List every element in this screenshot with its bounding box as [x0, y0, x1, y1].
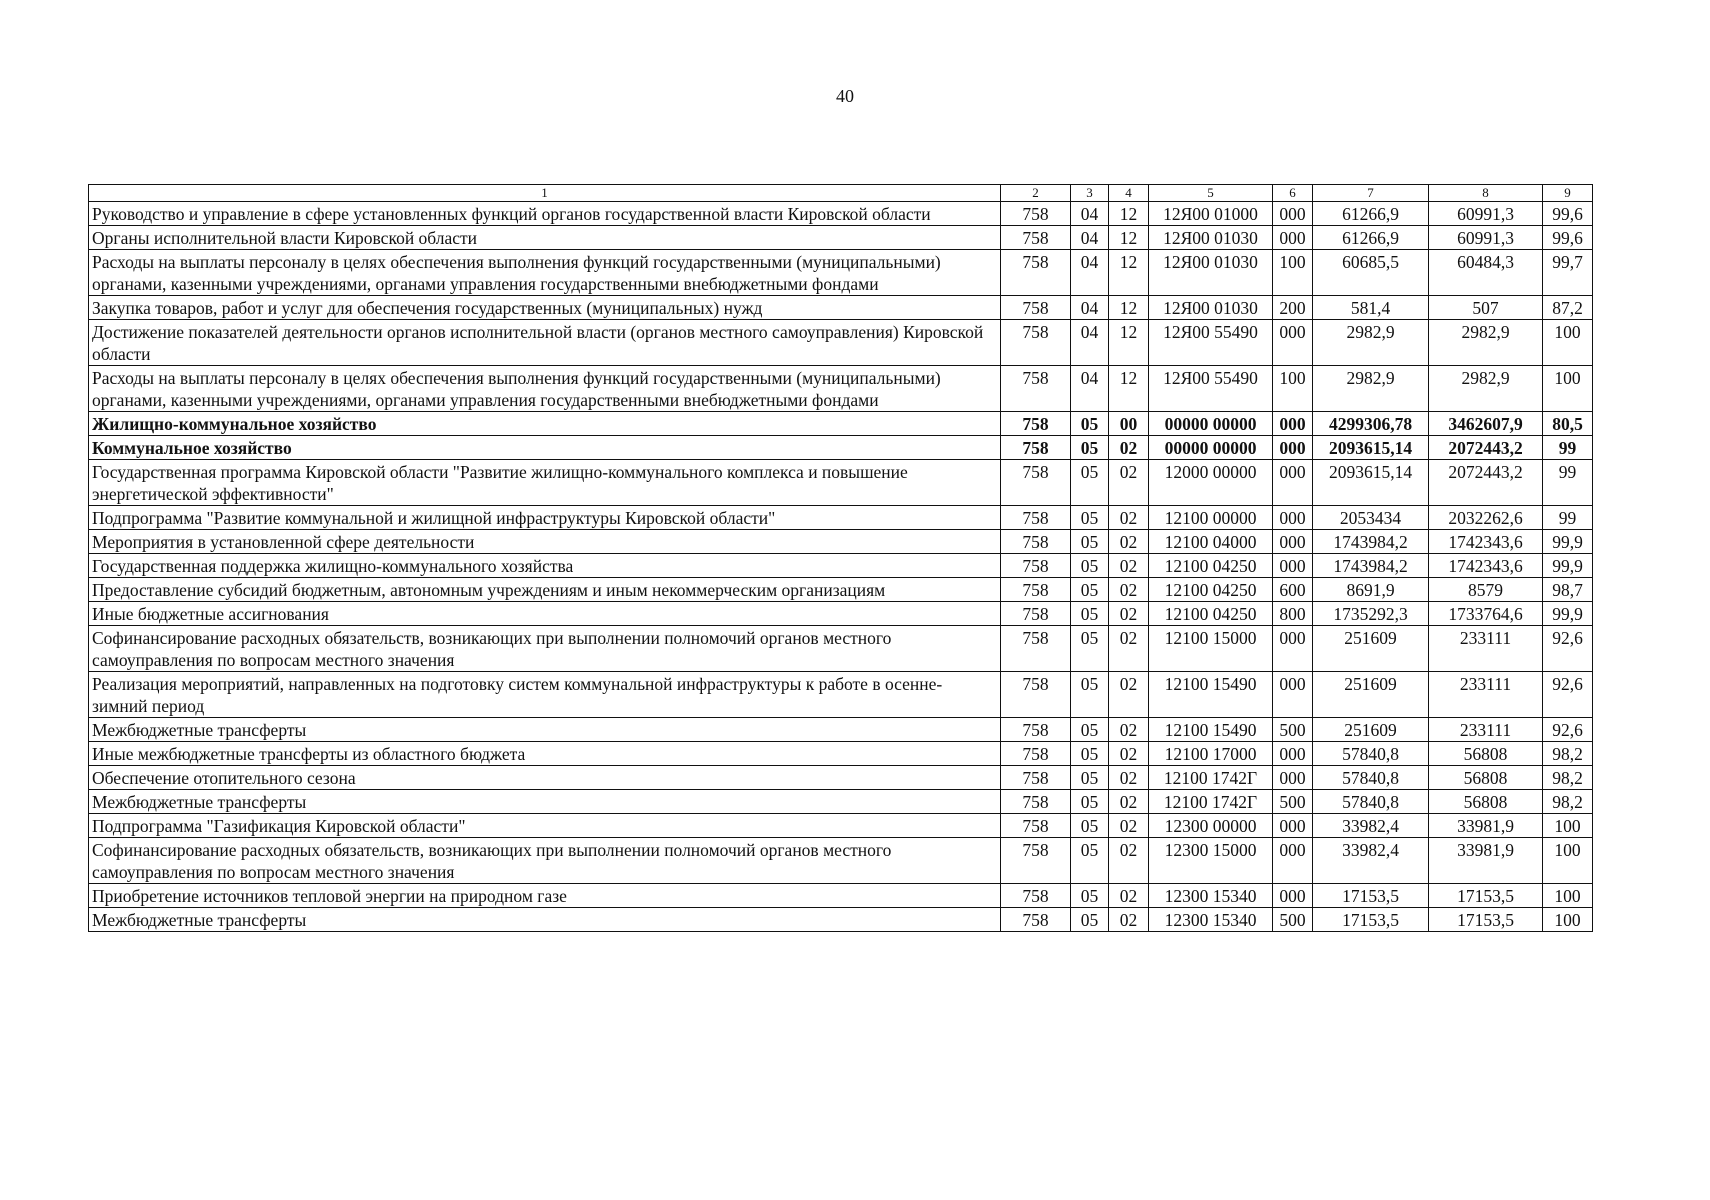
row-expense-type: 600 — [1273, 578, 1313, 602]
table-row — [89, 554, 1593, 578]
row-section-code: 04 — [1071, 320, 1109, 366]
row-subsection-code: 02 — [1109, 838, 1149, 884]
table-row — [89, 296, 1593, 320]
row-percent: 98,2 — [1543, 790, 1593, 814]
row-name: Софинансирование расходных обязательств, возникающих при выполнении полномочий органов местного самоуправления по вопросам местного значения — [89, 838, 1001, 884]
row-percent: 100 — [1543, 908, 1593, 932]
row-subsection-code: 02 — [1109, 626, 1149, 672]
row-section-code: 05 — [1071, 718, 1109, 742]
row-subsection-code: 02 — [1109, 672, 1149, 718]
row-target-article: 12100 1742Г — [1149, 790, 1273, 814]
row-percent: 99,7 — [1543, 250, 1593, 296]
row-section-code: 05 — [1071, 436, 1109, 460]
row-name: Органы исполнительной власти Кировской области — [89, 226, 1001, 250]
table-row — [89, 742, 1593, 766]
table-row — [89, 766, 1593, 790]
row-target-article: 12100 15000 — [1149, 626, 1273, 672]
row-plan-amount: 17153,5 — [1313, 908, 1429, 932]
row-name: Мероприятия в установленной сфере деятельности — [89, 530, 1001, 554]
row-actual-amount: 233111 — [1429, 672, 1543, 718]
row-gr-code: 758 — [1001, 766, 1071, 790]
row-target-article: 12100 04250 — [1149, 578, 1273, 602]
table-row — [89, 412, 1593, 436]
header-col-3: 3 — [1071, 185, 1109, 202]
row-target-article: 12100 15490 — [1149, 672, 1273, 718]
row-percent: 99,9 — [1543, 602, 1593, 626]
row-gr-code: 758 — [1001, 742, 1071, 766]
row-name: Жилищно-коммунальное хозяйство — [89, 412, 1001, 436]
row-name: Достижение показателей деятельности органов исполнительной власти (органов местного самоуправления) Кировской области — [89, 320, 1001, 366]
table-row — [89, 578, 1593, 602]
row-expense-type: 500 — [1273, 718, 1313, 742]
header-col-8: 8 — [1429, 185, 1543, 202]
row-section-code: 05 — [1071, 602, 1109, 626]
row-subsection-code: 02 — [1109, 814, 1149, 838]
row-plan-amount: 1743984,2 — [1313, 554, 1429, 578]
row-actual-amount: 2072443,2 — [1429, 436, 1543, 460]
row-gr-code: 758 — [1001, 602, 1071, 626]
table-row — [89, 436, 1593, 460]
row-expense-type: 000 — [1273, 742, 1313, 766]
row-name: Реализация мероприятий, направленных на подготовку систем коммунальной инфраструктуры к работе в осенне-зимний период — [89, 672, 1001, 718]
row-section-code: 05 — [1071, 554, 1109, 578]
table-row — [89, 530, 1593, 554]
row-expense-type: 000 — [1273, 554, 1313, 578]
row-percent: 99,6 — [1543, 202, 1593, 226]
row-section-code: 05 — [1071, 766, 1109, 790]
row-section-code: 05 — [1071, 412, 1109, 436]
row-percent: 99,9 — [1543, 554, 1593, 578]
row-gr-code: 758 — [1001, 554, 1071, 578]
row-gr-code: 758 — [1001, 838, 1071, 884]
table-header — [89, 185, 1593, 202]
table-row — [89, 226, 1593, 250]
row-target-article: 12000 00000 — [1149, 460, 1273, 506]
row-expense-type: 000 — [1273, 506, 1313, 530]
row-expense-type: 000 — [1273, 436, 1313, 460]
row-percent: 98,2 — [1543, 742, 1593, 766]
row-expense-type: 500 — [1273, 790, 1313, 814]
row-target-article: 12Я00 01000 — [1149, 202, 1273, 226]
row-actual-amount: 56808 — [1429, 790, 1543, 814]
row-gr-code: 758 — [1001, 908, 1071, 932]
row-name: Межбюджетные трансферты — [89, 718, 1001, 742]
row-subsection-code: 02 — [1109, 884, 1149, 908]
header-col-7: 7 — [1313, 185, 1429, 202]
row-section-code: 05 — [1071, 742, 1109, 766]
row-target-article: 12100 04250 — [1149, 602, 1273, 626]
row-actual-amount: 507 — [1429, 296, 1543, 320]
row-percent: 100 — [1543, 366, 1593, 412]
table-row — [89, 602, 1593, 626]
row-name: Софинансирование расходных обязательств, возникающих при выполнении полномочий органов местного самоуправления по вопросам местного значения — [89, 626, 1001, 672]
table-row — [89, 790, 1593, 814]
row-target-article: 12Я00 01030 — [1149, 296, 1273, 320]
budget-table — [88, 184, 1593, 932]
row-name: Предоставление субсидий бюджетным, автономным учреждениям и иным некоммерческим организациям — [89, 578, 1001, 602]
row-subsection-code: 02 — [1109, 742, 1149, 766]
row-percent: 92,6 — [1543, 672, 1593, 718]
row-expense-type: 000 — [1273, 460, 1313, 506]
row-section-code: 05 — [1071, 672, 1109, 718]
row-plan-amount: 33982,4 — [1313, 838, 1429, 884]
row-subsection-code: 02 — [1109, 602, 1149, 626]
row-expense-type: 000 — [1273, 530, 1313, 554]
row-subsection-code: 02 — [1109, 554, 1149, 578]
row-actual-amount: 33981,9 — [1429, 838, 1543, 884]
row-section-code: 05 — [1071, 626, 1109, 672]
table-row — [89, 814, 1593, 838]
row-target-article: 12100 04250 — [1149, 554, 1273, 578]
row-subsection-code: 02 — [1109, 578, 1149, 602]
row-gr-code: 758 — [1001, 226, 1071, 250]
row-expense-type: 100 — [1273, 250, 1313, 296]
row-subsection-code: 02 — [1109, 908, 1149, 932]
row-actual-amount: 233111 — [1429, 626, 1543, 672]
row-plan-amount: 1735292,3 — [1313, 602, 1429, 626]
row-plan-amount: 61266,9 — [1313, 202, 1429, 226]
row-plan-amount: 17153,5 — [1313, 884, 1429, 908]
row-target-article: 12Я00 55490 — [1149, 366, 1273, 412]
row-actual-amount: 2032262,6 — [1429, 506, 1543, 530]
row-name: Государственная поддержка жилищно-коммунального хозяйства — [89, 554, 1001, 578]
row-gr-code: 758 — [1001, 578, 1071, 602]
row-gr-code: 758 — [1001, 506, 1071, 530]
row-section-code: 05 — [1071, 578, 1109, 602]
table-row — [89, 320, 1593, 366]
row-subsection-code: 02 — [1109, 530, 1149, 554]
row-target-article: 12Я00 01030 — [1149, 250, 1273, 296]
row-expense-type: 000 — [1273, 226, 1313, 250]
row-actual-amount: 60484,3 — [1429, 250, 1543, 296]
row-section-code: 05 — [1071, 460, 1109, 506]
row-actual-amount: 3462607,9 — [1429, 412, 1543, 436]
row-actual-amount: 1742343,6 — [1429, 530, 1543, 554]
row-name: Иные межбюджетные трансферты из областного бюджета — [89, 742, 1001, 766]
row-name: Закупка товаров, работ и услуг для обеспечения государственных (муниципальных) нужд — [89, 296, 1001, 320]
row-expense-type: 000 — [1273, 202, 1313, 226]
row-percent: 98,7 — [1543, 578, 1593, 602]
row-target-article: 00000 00000 — [1149, 412, 1273, 436]
row-gr-code: 758 — [1001, 530, 1071, 554]
table-body — [89, 202, 1593, 932]
row-percent: 99 — [1543, 436, 1593, 460]
row-plan-amount: 2982,9 — [1313, 366, 1429, 412]
row-actual-amount: 1742343,6 — [1429, 554, 1543, 578]
row-actual-amount: 233111 — [1429, 718, 1543, 742]
row-target-article: 12300 15000 — [1149, 838, 1273, 884]
row-subsection-code: 12 — [1109, 226, 1149, 250]
row-subsection-code: 02 — [1109, 766, 1149, 790]
row-expense-type: 800 — [1273, 602, 1313, 626]
row-gr-code: 758 — [1001, 672, 1071, 718]
header-col-6: 6 — [1273, 185, 1313, 202]
row-percent: 99,9 — [1543, 530, 1593, 554]
row-subsection-code: 02 — [1109, 460, 1149, 506]
row-target-article: 12Я00 55490 — [1149, 320, 1273, 366]
header-col-2: 2 — [1001, 185, 1071, 202]
table-row — [89, 506, 1593, 530]
row-gr-code: 758 — [1001, 202, 1071, 226]
row-target-article: 12300 15340 — [1149, 884, 1273, 908]
row-actual-amount: 33981,9 — [1429, 814, 1543, 838]
row-name: Межбюджетные трансферты — [89, 790, 1001, 814]
row-gr-code: 758 — [1001, 460, 1071, 506]
row-plan-amount: 57840,8 — [1313, 766, 1429, 790]
row-expense-type: 200 — [1273, 296, 1313, 320]
row-expense-type: 000 — [1273, 884, 1313, 908]
row-actual-amount: 56808 — [1429, 766, 1543, 790]
row-subsection-code: 12 — [1109, 202, 1149, 226]
row-plan-amount: 251609 — [1313, 672, 1429, 718]
row-section-code: 05 — [1071, 884, 1109, 908]
table-row — [89, 250, 1593, 296]
row-expense-type: 000 — [1273, 320, 1313, 366]
row-section-code: 04 — [1071, 226, 1109, 250]
row-target-article: 12100 04000 — [1149, 530, 1273, 554]
row-expense-type: 100 — [1273, 366, 1313, 412]
row-gr-code: 758 — [1001, 814, 1071, 838]
row-target-article: 12Я00 01030 — [1149, 226, 1273, 250]
row-actual-amount: 8579 — [1429, 578, 1543, 602]
row-name: Руководство и управление в сфере установленных функций органов государственной власти Кировской области — [89, 202, 1001, 226]
row-gr-code: 758 — [1001, 626, 1071, 672]
row-target-article: 12100 1742Г — [1149, 766, 1273, 790]
row-actual-amount: 2982,9 — [1429, 320, 1543, 366]
table-row — [89, 672, 1593, 718]
row-percent: 100 — [1543, 814, 1593, 838]
row-gr-code: 758 — [1001, 412, 1071, 436]
row-plan-amount: 2053434 — [1313, 506, 1429, 530]
header-col-1: 1 — [89, 185, 1001, 202]
table-row — [89, 366, 1593, 412]
row-section-code: 05 — [1071, 838, 1109, 884]
row-percent: 99,6 — [1543, 226, 1593, 250]
page-number: 40 — [836, 86, 854, 106]
row-name: Расходы на выплаты персоналу в целях обеспечения выполнения функций государственными (муниципальными) органами, казенными учреждениями, органами управления государственными внебюджетными фондами — [89, 250, 1001, 296]
row-section-code: 05 — [1071, 506, 1109, 530]
row-subsection-code: 12 — [1109, 250, 1149, 296]
row-actual-amount: 60991,3 — [1429, 226, 1543, 250]
row-gr-code: 758 — [1001, 366, 1071, 412]
row-expense-type: 000 — [1273, 412, 1313, 436]
row-section-code: 04 — [1071, 296, 1109, 320]
row-gr-code: 758 — [1001, 296, 1071, 320]
row-plan-amount: 251609 — [1313, 718, 1429, 742]
row-subsection-code: 12 — [1109, 366, 1149, 412]
row-name: Обеспечение отопительного сезона — [89, 766, 1001, 790]
row-plan-amount: 2982,9 — [1313, 320, 1429, 366]
row-actual-amount: 60991,3 — [1429, 202, 1543, 226]
row-subsection-code: 02 — [1109, 506, 1149, 530]
row-plan-amount: 251609 — [1313, 626, 1429, 672]
row-subsection-code: 02 — [1109, 718, 1149, 742]
row-actual-amount: 2982,9 — [1429, 366, 1543, 412]
row-actual-amount: 17153,5 — [1429, 908, 1543, 932]
row-section-code: 05 — [1071, 790, 1109, 814]
row-gr-code: 758 — [1001, 790, 1071, 814]
row-name: Государственная программа Кировской области "Развитие жилищно-коммунального комплекса и повышение энергетической эффективности" — [89, 460, 1001, 506]
row-expense-type: 000 — [1273, 766, 1313, 790]
row-name: Коммунальное хозяйство — [89, 436, 1001, 460]
row-actual-amount: 1733764,6 — [1429, 602, 1543, 626]
row-plan-amount: 1743984,2 — [1313, 530, 1429, 554]
row-percent: 100 — [1543, 838, 1593, 884]
row-expense-type: 000 — [1273, 672, 1313, 718]
row-percent: 80,5 — [1543, 412, 1593, 436]
row-expense-type: 500 — [1273, 908, 1313, 932]
row-plan-amount: 2093615,14 — [1313, 436, 1429, 460]
row-plan-amount: 33982,4 — [1313, 814, 1429, 838]
row-percent: 92,6 — [1543, 718, 1593, 742]
row-percent: 98,2 — [1543, 766, 1593, 790]
header-col-5: 5 — [1149, 185, 1273, 202]
row-plan-amount: 4299306,78 — [1313, 412, 1429, 436]
table-row — [89, 202, 1593, 226]
row-plan-amount: 61266,9 — [1313, 226, 1429, 250]
row-subsection-code: 00 — [1109, 412, 1149, 436]
row-section-code: 05 — [1071, 530, 1109, 554]
row-subsection-code: 02 — [1109, 436, 1149, 460]
row-percent: 99 — [1543, 506, 1593, 530]
row-subsection-code: 12 — [1109, 320, 1149, 366]
row-gr-code: 758 — [1001, 320, 1071, 366]
row-actual-amount: 17153,5 — [1429, 884, 1543, 908]
row-plan-amount: 57840,8 — [1313, 790, 1429, 814]
table-row — [89, 908, 1593, 932]
row-gr-code: 758 — [1001, 250, 1071, 296]
row-gr-code: 758 — [1001, 436, 1071, 460]
table-row — [89, 718, 1593, 742]
row-expense-type: 000 — [1273, 838, 1313, 884]
row-plan-amount: 8691,9 — [1313, 578, 1429, 602]
row-target-article: 12100 15490 — [1149, 718, 1273, 742]
row-plan-amount: 57840,8 — [1313, 742, 1429, 766]
row-section-code: 04 — [1071, 366, 1109, 412]
table-row — [89, 626, 1593, 672]
row-section-code: 05 — [1071, 814, 1109, 838]
row-gr-code: 758 — [1001, 718, 1071, 742]
row-section-code: 05 — [1071, 908, 1109, 932]
row-target-article: 12300 15340 — [1149, 908, 1273, 932]
row-section-code: 04 — [1071, 202, 1109, 226]
table-row — [89, 884, 1593, 908]
header-col-9: 9 — [1543, 185, 1593, 202]
table-row — [89, 838, 1593, 884]
row-subsection-code: 02 — [1109, 790, 1149, 814]
row-percent: 99 — [1543, 460, 1593, 506]
table-row — [89, 460, 1593, 506]
row-section-code: 04 — [1071, 250, 1109, 296]
row-expense-type: 000 — [1273, 626, 1313, 672]
row-plan-amount: 2093615,14 — [1313, 460, 1429, 506]
row-target-article: 12300 00000 — [1149, 814, 1273, 838]
row-actual-amount: 56808 — [1429, 742, 1543, 766]
row-name: Подпрограмма "Газификация Кировской области" — [89, 814, 1001, 838]
row-name: Межбюджетные трансферты — [89, 908, 1001, 932]
row-percent: 92,6 — [1543, 626, 1593, 672]
header-col-4: 4 — [1109, 185, 1149, 202]
row-expense-type: 000 — [1273, 814, 1313, 838]
row-gr-code: 758 — [1001, 884, 1071, 908]
row-plan-amount: 581,4 — [1313, 296, 1429, 320]
row-percent: 100 — [1543, 884, 1593, 908]
row-name: Расходы на выплаты персоналу в целях обеспечения выполнения функций государственными (муниципальными) органами, казенными учреждениями, органами управления государственными внебюджетными фондами — [89, 366, 1001, 412]
row-name: Приобретение источников тепловой энергии на природном газе — [89, 884, 1001, 908]
row-target-article: 12100 17000 — [1149, 742, 1273, 766]
row-plan-amount: 60685,5 — [1313, 250, 1429, 296]
row-target-article: 00000 00000 — [1149, 436, 1273, 460]
row-percent: 87,2 — [1543, 296, 1593, 320]
row-target-article: 12100 00000 — [1149, 506, 1273, 530]
row-name: Подпрограмма "Развитие коммунальной и жилищной инфраструктуры Кировской области" — [89, 506, 1001, 530]
row-actual-amount: 2072443,2 — [1429, 460, 1543, 506]
row-percent: 100 — [1543, 320, 1593, 366]
row-subsection-code: 12 — [1109, 296, 1149, 320]
row-name: Иные бюджетные ассигнования — [89, 602, 1001, 626]
